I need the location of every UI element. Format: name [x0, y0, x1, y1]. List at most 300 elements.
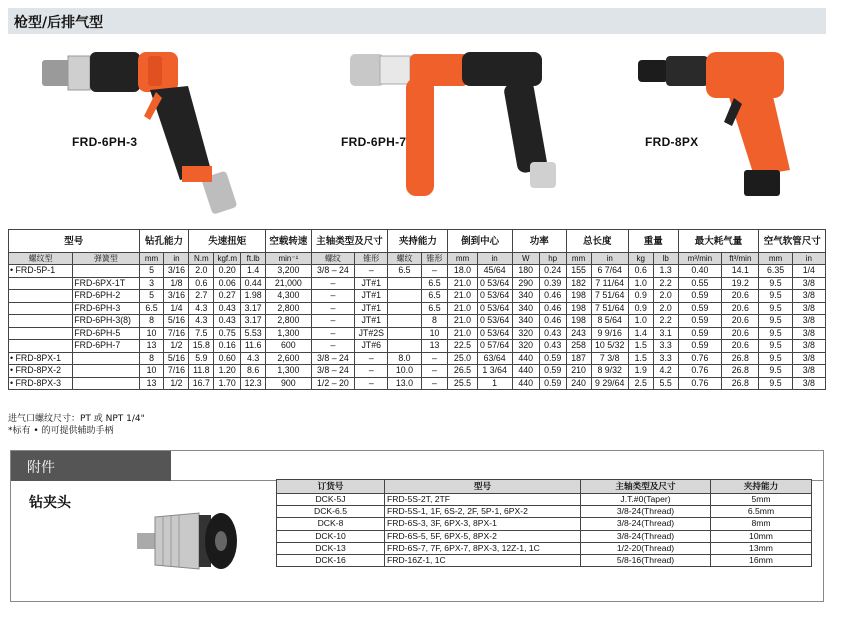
- spec-cell: 5.53: [241, 327, 266, 340]
- header-air-consumption: 最大耗气量: [678, 230, 759, 253]
- spec-cell: 9.5: [759, 290, 792, 303]
- spec-cell: 63/64: [477, 352, 512, 365]
- spec-cell: 14.1: [722, 265, 759, 278]
- spec-cell: 6.5: [421, 290, 448, 303]
- spec-cell: 0 53/64: [477, 290, 512, 303]
- spec-cell: 11.6: [241, 340, 266, 353]
- spec-cell: • FRD-8PX-3: [9, 377, 73, 390]
- spec-cell: 1.20: [214, 365, 241, 378]
- accessory-cell: DCK-5J: [277, 494, 385, 506]
- spec-cell: 1/8: [164, 277, 189, 290]
- spec-cell: 3/8: [792, 277, 825, 290]
- sub-header-cell: 螺纹: [388, 253, 421, 265]
- spec-cell: [9, 277, 73, 290]
- spec-cell: 1/4: [792, 265, 825, 278]
- spec-cell: 10: [139, 365, 164, 378]
- spec-cell: 182: [566, 277, 591, 290]
- spec-cell: –: [355, 265, 388, 278]
- spec-group-header-row: [9, 230, 826, 253]
- spec-cell: FRD-6PH-3: [73, 302, 139, 315]
- accessory-row: [277, 518, 812, 530]
- spec-cell: 3/16: [164, 290, 189, 303]
- spec-cell: 440: [512, 352, 539, 365]
- accessory-cell: DCK-6.5: [277, 506, 385, 518]
- spec-cell: 7.5: [189, 327, 214, 340]
- note-inlet-thread: 进气口螺纹尺寸：PT 或 NPT 1/4": [8, 414, 145, 424]
- spec-cell: JT#1: [355, 290, 388, 303]
- accessories-table: [276, 479, 812, 567]
- spec-cell: 0.76: [678, 365, 722, 378]
- spec-cell: 0 53/64: [477, 277, 512, 290]
- spec-cell: 0.6: [628, 265, 653, 278]
- spec-cell: 9.5: [759, 277, 792, 290]
- spec-cell: 16.7: [189, 377, 214, 390]
- sub-header-cell: kgf.m: [214, 253, 241, 265]
- spec-cell: 0.59: [678, 290, 722, 303]
- spec-cell: 198: [566, 315, 591, 328]
- spec-cell: 9.5: [759, 377, 792, 390]
- accessory-cell: DCK-10: [277, 530, 385, 542]
- spec-cell: 0.59: [678, 315, 722, 328]
- spec-cell: 6.5: [139, 302, 164, 315]
- accessory-cell: FRD-5S-1, 1F, 6S-2, 2F, 5P-1, 6PX-2: [385, 506, 581, 518]
- spec-cell: 1.70: [214, 377, 241, 390]
- spec-cell: 0.24: [539, 265, 566, 278]
- header-hose-size: 空气软管尺寸: [759, 230, 826, 253]
- spec-cell: 1.3: [653, 265, 678, 278]
- accessory-cell: DCK-8: [277, 518, 385, 530]
- spec-cell: 3/8: [792, 315, 825, 328]
- spec-cell: 0.46: [539, 290, 566, 303]
- spec-cell: 2.0: [653, 302, 678, 315]
- acc-header-order-no: 订货号: [277, 480, 385, 494]
- spec-cell: –: [355, 377, 388, 390]
- spec-cell: 26.8: [722, 377, 759, 390]
- spec-cell: [9, 302, 73, 315]
- spec-cell: –: [355, 352, 388, 365]
- product-image-frd-6ph-3: [38, 46, 248, 216]
- spec-cell: 440: [512, 365, 539, 378]
- spec-cell: 20.6: [722, 315, 759, 328]
- accessory-cell: 5mm: [711, 494, 812, 506]
- header-weight: 重量: [628, 230, 678, 253]
- acc-header-model: 型号: [385, 480, 581, 494]
- header-drill-capacity: 钻孔能力: [139, 230, 189, 253]
- spec-cell: [388, 290, 421, 303]
- spec-cell: 20.6: [722, 302, 759, 315]
- spec-row: [9, 277, 826, 290]
- spec-cell: 1,300: [266, 365, 312, 378]
- sub-header-cell: 弹簧型: [73, 253, 139, 265]
- sub-header-cell: lb: [653, 253, 678, 265]
- spec-cell: 2.0: [189, 265, 214, 278]
- sub-header-cell: mm: [139, 253, 164, 265]
- accessory-cell: 1/2-20(Thread): [581, 542, 711, 554]
- spec-cell: 3.17: [241, 315, 266, 328]
- sub-header-cell: in: [591, 253, 628, 265]
- spec-cell: JT#6: [355, 340, 388, 353]
- spec-cell: 3: [139, 277, 164, 290]
- spec-cell: 21.0: [448, 302, 477, 315]
- spec-cell: 3/8: [792, 352, 825, 365]
- spec-cell: • FRD-8PX-1: [9, 352, 73, 365]
- spec-cell: 15.8: [189, 340, 214, 353]
- sub-header-cell: 锥形: [355, 253, 388, 265]
- spec-cell: 9.5: [759, 315, 792, 328]
- spec-cell: 320: [512, 340, 539, 353]
- spec-cell: 8 9/32: [591, 365, 628, 378]
- spec-cell: 0.43: [539, 340, 566, 353]
- spec-cell: 20.6: [722, 327, 759, 340]
- spec-cell: 5: [139, 290, 164, 303]
- accessory-cell: 16mm: [711, 554, 812, 566]
- spec-cell: 20.6: [722, 340, 759, 353]
- spec-cell: 2,800: [266, 315, 312, 328]
- spec-cell: 5.5: [653, 377, 678, 390]
- spec-cell: –: [311, 277, 355, 290]
- spec-cell: 187: [566, 352, 591, 365]
- spec-cell: 0 53/64: [477, 327, 512, 340]
- spec-cell: [388, 277, 421, 290]
- accessory-cell: FRD-6S-7, 7F, 6PX-7, 8PX-3, 12Z-1, 1C: [385, 542, 581, 554]
- accessories-tab: [11, 451, 171, 481]
- accessory-cell: FRD-5S-2T, 2TF: [385, 494, 581, 506]
- spec-cell: 13: [139, 377, 164, 390]
- spec-cell: JT#2S: [355, 327, 388, 340]
- spec-row: [9, 315, 826, 328]
- spec-cell: 7 51/64: [591, 290, 628, 303]
- spec-cell: 4.3: [241, 352, 266, 365]
- sub-header-cell: mm: [566, 253, 591, 265]
- spec-cell: • FRD-8PX-2: [9, 365, 73, 378]
- spec-cell: 10 5/32: [591, 340, 628, 353]
- spec-cell: 3/8 – 24: [311, 365, 355, 378]
- spec-cell: 6.5: [421, 302, 448, 315]
- spec-cell: 258: [566, 340, 591, 353]
- spec-cell: 9.5: [759, 365, 792, 378]
- spec-cell: 3/8: [792, 290, 825, 303]
- spec-cell: 26.8: [722, 352, 759, 365]
- spec-cell: 9 29/64: [591, 377, 628, 390]
- spec-cell: 0.46: [539, 315, 566, 328]
- sub-header-cell: 螺纹型: [9, 253, 73, 265]
- spec-cell: 10.0: [388, 365, 421, 378]
- notes: [8, 413, 145, 437]
- spec-cell: FRD-6PH-7: [73, 340, 139, 353]
- section-title: 枪型/后排气型: [14, 15, 104, 31]
- header-chuck-capacity: 夹持能力: [388, 230, 448, 253]
- spec-cell: 11.8: [189, 365, 214, 378]
- spec-table: [8, 229, 826, 390]
- product-model-label: FRD-6PH-7: [341, 135, 407, 149]
- spec-cell: 0.06: [214, 277, 241, 290]
- spec-cell: 8: [421, 315, 448, 328]
- spec-cell: 0.46: [539, 302, 566, 315]
- spec-cell: 1.9: [628, 365, 653, 378]
- spec-cell: 1.98: [241, 290, 266, 303]
- spec-cell: –: [311, 340, 355, 353]
- spec-cell: 0 57/64: [477, 340, 512, 353]
- spec-cell: [388, 327, 421, 340]
- accessory-cell: 10mm: [711, 530, 812, 542]
- spec-cell: 240: [566, 377, 591, 390]
- spec-cell: –: [311, 327, 355, 340]
- sub-header-cell: in: [477, 253, 512, 265]
- accessories-subtitle: 钻夹头: [29, 495, 71, 511]
- spec-cell: –: [421, 352, 448, 365]
- spec-cell: 1/2 – 20: [311, 377, 355, 390]
- spec-cell: 340: [512, 315, 539, 328]
- spec-cell: 3.3: [653, 340, 678, 353]
- spec-cell: 0.16: [214, 340, 241, 353]
- spec-cell: 440: [512, 377, 539, 390]
- spec-sub-header-row: [9, 253, 826, 265]
- spec-cell: 3/8: [792, 340, 825, 353]
- spec-cell: 9 9/16: [591, 327, 628, 340]
- spec-cell: 3/8: [792, 365, 825, 378]
- spec-cell: 340: [512, 290, 539, 303]
- spec-cell: 5.9: [189, 352, 214, 365]
- spec-row: [9, 352, 826, 365]
- header-spindle: 主轴类型及尺寸: [311, 230, 388, 253]
- spec-cell: 21.0: [448, 315, 477, 328]
- spec-cell: 0.55: [678, 277, 722, 290]
- spec-cell: 0 53/64: [477, 302, 512, 315]
- spec-cell: 9.5: [759, 340, 792, 353]
- spec-cell: 2.0: [653, 290, 678, 303]
- spec-cell: 198: [566, 302, 591, 315]
- spec-cell: 3/8: [792, 302, 825, 315]
- spec-cell: 25.0: [448, 352, 477, 365]
- spec-cell: 21.0: [448, 290, 477, 303]
- spec-cell: –: [311, 302, 355, 315]
- accessory-row: [277, 506, 812, 518]
- spec-cell: 3/8: [792, 327, 825, 340]
- spec-cell: –: [421, 265, 448, 278]
- accessories-panel: [10, 450, 824, 602]
- product-model-label: FRD-8PX: [645, 135, 699, 149]
- spec-cell: 7 51/64: [591, 302, 628, 315]
- spec-cell: 0.59: [539, 352, 566, 365]
- spec-cell: 2.5: [628, 377, 653, 390]
- header-side-center: 倒到中心: [448, 230, 512, 253]
- spec-cell: 6.5: [388, 265, 421, 278]
- spec-cell: 22.5: [448, 340, 477, 353]
- spec-cell: 10: [139, 327, 164, 340]
- spec-cell: 20.6: [722, 290, 759, 303]
- spec-cell: 1.0: [628, 315, 653, 328]
- section-header: [8, 8, 826, 34]
- sub-header-cell: N.m: [189, 253, 214, 265]
- header-length: 总长度: [566, 230, 628, 253]
- accessories-tab-label: 附件: [27, 460, 55, 476]
- spec-cell: 1.5: [628, 340, 653, 353]
- spec-cell: FRD-6PX-1T: [73, 277, 139, 290]
- accessory-row: [277, 494, 812, 506]
- spec-cell: 21,000: [266, 277, 312, 290]
- header-free-speed: 空载转速: [266, 230, 312, 253]
- accessory-row: [277, 554, 812, 566]
- spec-cell: FRD-6PH-5: [73, 327, 139, 340]
- spec-cell: 2.2: [653, 315, 678, 328]
- spec-row: [9, 265, 826, 278]
- spec-cell: 900: [266, 377, 312, 390]
- spec-cell: 3/8 – 24: [311, 352, 355, 365]
- spec-cell: –: [421, 365, 448, 378]
- accessory-row: [277, 542, 812, 554]
- sub-header-cell: kg: [628, 253, 653, 265]
- spec-cell: 1: [477, 377, 512, 390]
- spec-cell: 0.40: [678, 265, 722, 278]
- product-image-frd-6ph-7: [340, 44, 580, 202]
- spec-cell: 0.43: [214, 315, 241, 328]
- spec-cell: 4.3: [189, 302, 214, 315]
- spec-cell: 9.5: [759, 352, 792, 365]
- accessory-cell: 3/8-24(Thread): [581, 506, 711, 518]
- spec-cell: 8: [139, 352, 164, 365]
- spec-row: [9, 365, 826, 378]
- product-image-frd-8px: [636, 48, 806, 200]
- accessory-cell: FRD-6S-3, 3F, 6PX-3, 8PX-1: [385, 518, 581, 530]
- spec-cell: 198: [566, 290, 591, 303]
- header-model: 型号: [9, 230, 140, 253]
- spec-cell: 13: [139, 340, 164, 353]
- spec-cell: 0.76: [678, 377, 722, 390]
- spec-cell: • FRD-5P-1: [9, 265, 73, 278]
- spec-cell: [9, 290, 73, 303]
- drill-chuck-image: [129, 509, 239, 573]
- spec-cell: 600: [266, 340, 312, 353]
- spec-cell: [388, 315, 421, 328]
- sub-header-cell: min⁻¹: [266, 253, 312, 265]
- spec-cell: 25.5: [448, 377, 477, 390]
- spec-cell: 7/16: [164, 327, 189, 340]
- spec-cell: 4.3: [189, 315, 214, 328]
- spec-cell: 340: [512, 302, 539, 315]
- accessory-row: [277, 530, 812, 542]
- spec-cell: 9.5: [759, 302, 792, 315]
- sub-header-cell: 螺纹: [311, 253, 355, 265]
- spec-cell: 3.1: [653, 327, 678, 340]
- spec-cell: 3.3: [653, 352, 678, 365]
- accessory-cell: 6.5mm: [711, 506, 812, 518]
- spec-cell: 1,300: [266, 327, 312, 340]
- spec-cell: 0.59: [678, 302, 722, 315]
- spec-cell: 7/16: [164, 365, 189, 378]
- spec-cell: 0.9: [628, 302, 653, 315]
- spec-cell: 290: [512, 277, 539, 290]
- spec-cell: 6.35: [759, 265, 792, 278]
- sub-header-cell: hp: [539, 253, 566, 265]
- accessory-cell: FRD-6S-5, 5F, 6PX-5, 8PX-2: [385, 530, 581, 542]
- spec-cell: 0.60: [214, 352, 241, 365]
- sub-header-cell: m³/min: [678, 253, 722, 265]
- spec-cell: JT#1: [355, 277, 388, 290]
- spec-cell: 0.59: [539, 365, 566, 378]
- spec-cell: JT#1: [355, 302, 388, 315]
- spec-cell: 3/8: [792, 377, 825, 390]
- spec-cell: 180: [512, 265, 539, 278]
- spec-cell: 8 5/64: [591, 315, 628, 328]
- spec-cell: [388, 302, 421, 315]
- spec-cell: 155: [566, 265, 591, 278]
- sub-header-cell: ft³/min: [722, 253, 759, 265]
- spec-cell: 1.5: [628, 352, 653, 365]
- spec-cell: 0.59: [678, 340, 722, 353]
- spec-cell: 1.4: [628, 327, 653, 340]
- spec-cell: 2.7: [189, 290, 214, 303]
- spec-cell: 5: [139, 265, 164, 278]
- spec-cell: 13.0: [388, 377, 421, 390]
- sub-header-cell: mm: [448, 253, 477, 265]
- spec-cell: 210: [566, 365, 591, 378]
- spec-row: [9, 377, 826, 390]
- spec-cell: 18.0: [448, 265, 477, 278]
- spec-cell: 2.2: [653, 277, 678, 290]
- spec-cell: –: [311, 290, 355, 303]
- spec-cell: 1.0: [628, 277, 653, 290]
- spec-cell: 7 3/8: [591, 352, 628, 365]
- accessory-cell: FRD-16Z-1, 1C: [385, 554, 581, 566]
- spec-cell: –: [421, 377, 448, 390]
- spec-cell: 7 11/64: [591, 277, 628, 290]
- sub-header-cell: in: [792, 253, 825, 265]
- spec-cell: 8.6: [241, 365, 266, 378]
- accessories-header-row: [277, 480, 812, 494]
- spec-cell: FRD-6PH-3(8): [73, 315, 139, 328]
- spec-cell: [9, 327, 73, 340]
- spec-cell: FRD-6PH-2: [73, 290, 139, 303]
- accessory-cell: 3/8-24(Thread): [581, 518, 711, 530]
- spec-cell: 0.43: [539, 327, 566, 340]
- spec-cell: 2,800: [266, 302, 312, 315]
- spec-row: [9, 327, 826, 340]
- sub-header-cell: 锥形: [421, 253, 448, 265]
- spec-cell: 0.76: [678, 352, 722, 365]
- spec-cell: 0.59: [539, 377, 566, 390]
- spec-cell: [388, 340, 421, 353]
- acc-header-spindle: 主轴类型及尺寸: [581, 480, 711, 494]
- accessory-cell: DCK-16: [277, 554, 385, 566]
- spec-cell: [9, 340, 73, 353]
- accessories-body: [277, 494, 812, 567]
- accessory-cell: 13mm: [711, 542, 812, 554]
- spec-cell: 4.2: [653, 365, 678, 378]
- spec-cell: –: [311, 315, 355, 328]
- spec-cell: 0.20: [214, 265, 241, 278]
- spec-cell: 1/4: [164, 302, 189, 315]
- spec-cell: 320: [512, 327, 539, 340]
- spec-cell: 2,600: [266, 352, 312, 365]
- spec-cell: [73, 352, 139, 365]
- spec-cell: 13: [421, 340, 448, 353]
- spec-cell: 19.2: [722, 277, 759, 290]
- spec-cell: 1 3/64: [477, 365, 512, 378]
- spec-cell: 21.0: [448, 277, 477, 290]
- spec-row: [9, 290, 826, 303]
- spec-cell: 1/2: [164, 340, 189, 353]
- accessory-cell: 5/8-16(Thread): [581, 554, 711, 566]
- spec-cell: JT#1: [355, 315, 388, 328]
- spec-cell: [73, 377, 139, 390]
- spec-cell: 3.17: [241, 302, 266, 315]
- spec-cell: 8: [139, 315, 164, 328]
- spec-cell: 5/16: [164, 315, 189, 328]
- spec-cell: 45/64: [477, 265, 512, 278]
- sub-header-cell: in: [164, 253, 189, 265]
- spec-cell: 26.5: [448, 365, 477, 378]
- spec-cell: 3/8 – 24: [311, 265, 355, 278]
